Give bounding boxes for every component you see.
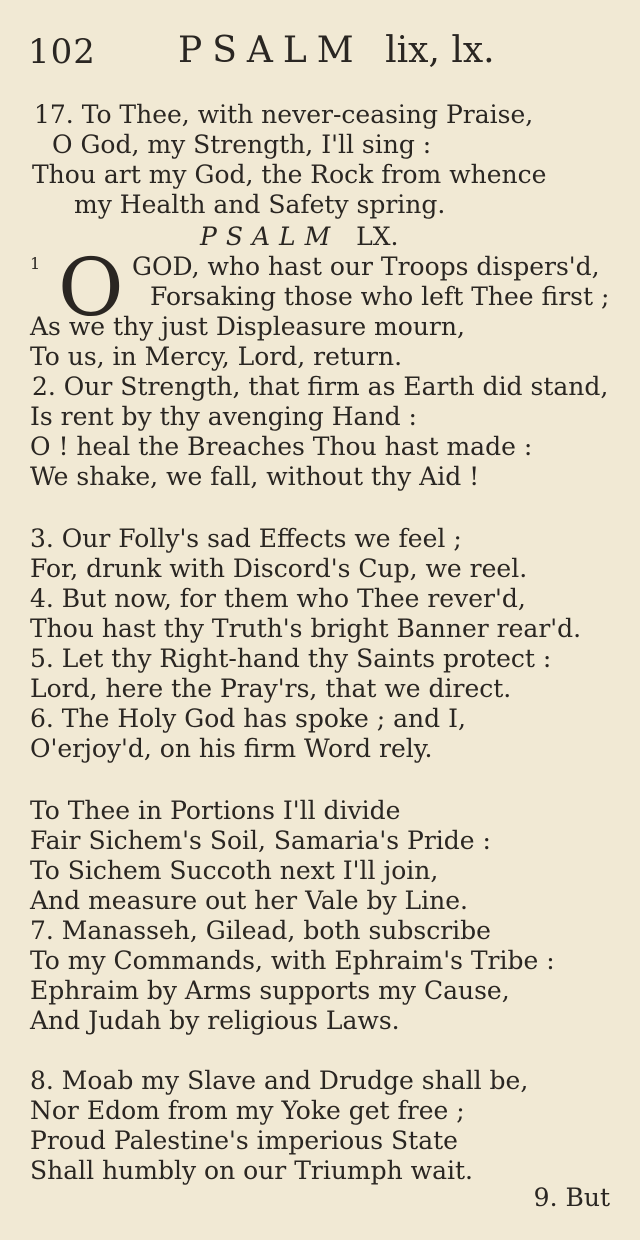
verse-line: For, drunk with Discord's Cup, we reel.: [30, 554, 528, 583]
verse-line: 5. Let thy Right-hand thy Saints protect :: [30, 644, 552, 673]
verse-line: To us, in Mercy, Lord, return.: [30, 342, 403, 371]
verse-line: GOD, who hast our Troops dispers'd,: [132, 252, 600, 281]
verse-line: Forsaking those who left Thee first ;: [150, 282, 610, 311]
verse-number: 1: [30, 254, 41, 273]
psalm-heading-word: PSALM: [200, 222, 340, 251]
drop-cap: O: [58, 241, 124, 334]
running-title-word: PSALM: [178, 30, 364, 71]
verse-line: 2. Our Strength, that firm as Earth did stand,: [32, 372, 609, 401]
psalm-heading: [200, 222, 399, 251]
verse-line: 7. Manasseh, Gilead, both subscribe: [30, 916, 491, 945]
verse-line: To Sichem Succoth next I'll join,: [30, 856, 439, 885]
verse-line: We shake, we fall, without thy Aid !: [30, 462, 480, 491]
running-title-numbers: lix, lx.: [385, 30, 495, 71]
verse-line: O God, my Strength, I'll sing :: [52, 130, 432, 159]
page-number: 102: [28, 32, 96, 72]
verse-line: Shall humbly on our Triumph wait.: [30, 1156, 473, 1185]
verse-line: 8. Moab my Slave and Drudge shall be,: [30, 1066, 529, 1095]
verse-line: As we thy just Displeasure mourn,: [30, 312, 465, 341]
verse-line: Is rent by thy avenging Hand :: [30, 402, 417, 431]
verse-line: To my Commands, with Ephraim's Tribe :: [30, 946, 555, 975]
running-title: [178, 30, 495, 71]
page-header: [28, 30, 608, 80]
verse-line: O ! heal the Breaches Thou hast made :: [30, 432, 533, 461]
verse-line: 4. But now, for them who Thee rever'd,: [30, 584, 526, 613]
verse-line: Thou hast thy Truth's bright Banner rear'd.: [30, 614, 582, 643]
verse-line: Ephraim by Arms supports my Cause,: [30, 976, 510, 1005]
verse-line: Lord, here the Pray'rs, that we direct.: [30, 674, 512, 703]
verse-line: And measure out her Vale by Line.: [30, 886, 468, 915]
verse-line: 17. To Thee, with never-ceasing Praise,: [34, 100, 534, 129]
catchword: 9. But: [533, 1183, 610, 1212]
verse-line: my Health and Safety spring.: [74, 190, 446, 219]
verse-line: Nor Edom from my Yoke get free ;: [30, 1096, 465, 1125]
verse-line: Thou art my God, the Rock from whence: [32, 160, 547, 189]
verse-line: Proud Palestine's imperious State: [30, 1126, 458, 1155]
verse-line: Fair Sichem's Soil, Samaria's Pride :: [30, 826, 491, 855]
verse-line: And Judah by religious Laws.: [30, 1006, 400, 1035]
verse-line: 3. Our Folly's sad Effects we feel ;: [30, 524, 462, 553]
verse-line: To Thee in Portions I'll divide: [30, 796, 401, 825]
verse-line: O'erjoy'd, on his firm Word rely.: [30, 734, 433, 763]
psalm-heading-number: LX.: [356, 222, 399, 251]
verse-line: 6. The Holy God has spoke ; and I,: [30, 704, 466, 733]
